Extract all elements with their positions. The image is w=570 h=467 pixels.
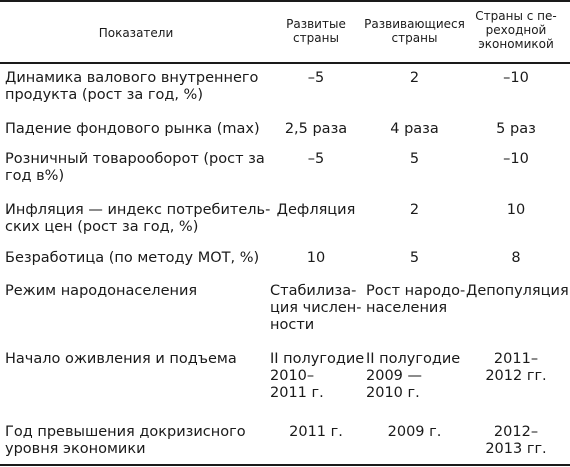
cell-value: 2	[409, 70, 420, 86]
cell-value: 2011 г.	[289, 424, 343, 440]
cell-transition	[466, 151, 566, 168]
cell-value: 2	[409, 202, 420, 218]
cell-value: 2009 г.	[387, 424, 442, 440]
cell-developing	[364, 424, 465, 441]
cell-value: –5	[307, 151, 325, 167]
header-rule	[0, 62, 570, 64]
cell-value: 4 раза	[390, 121, 439, 137]
cell-value: 2011–	[493, 351, 539, 367]
header-developed-line: Развитые	[286, 17, 346, 31]
cell-value: населения	[366, 300, 448, 316]
cell-transition	[466, 121, 566, 138]
cell-transition	[466, 70, 566, 87]
cell-value: Рост народо-	[366, 283, 466, 299]
cell-value: Стабилиза-	[270, 283, 357, 299]
cell-value: Депопуляция	[466, 283, 569, 299]
indicator-line: Розничный товарооборот (рост за	[5, 151, 265, 167]
cell-developing	[366, 351, 467, 402]
cell-value: –5	[307, 70, 325, 86]
cell-developing	[364, 250, 465, 267]
cell-value: 2010–	[270, 368, 315, 384]
header-developed	[268, 17, 364, 45]
indicator-line: Безработица (по методу МОТ, %)	[5, 250, 260, 266]
cell-transition	[466, 202, 566, 219]
cell-developing	[366, 283, 467, 317]
indicator-line: год в%)	[5, 168, 65, 184]
cell-value: 2011 г.	[270, 385, 324, 401]
cell-value: 5	[409, 151, 420, 167]
cell-developed	[270, 351, 366, 402]
table-row-indicator	[5, 202, 271, 236]
cell-developed	[268, 202, 364, 219]
cell-value: II полугодие	[270, 351, 365, 367]
cell-value: 2010 г.	[366, 385, 420, 401]
indicator-line: Падение фондового рынка (max)	[5, 121, 260, 137]
header-developed-line: страны	[293, 31, 339, 45]
cell-value: Дефляция	[276, 202, 356, 218]
cell-value: 5	[409, 250, 420, 266]
indicator-line: Начало оживления и подъема	[5, 351, 237, 367]
header-indicator-label: Показатели	[98, 26, 174, 40]
cell-developed	[268, 151, 364, 168]
table-top-rule	[0, 0, 570, 2]
cell-transition	[466, 283, 569, 300]
cell-developed	[268, 121, 364, 138]
cell-transition	[466, 424, 566, 458]
cell-developing	[364, 151, 465, 168]
table-row-indicator	[5, 250, 267, 267]
cell-developed	[268, 424, 364, 441]
cell-developing	[364, 202, 465, 219]
cell-value: ности	[270, 317, 315, 333]
cell-value: –10	[503, 151, 529, 167]
header-transition-line: реходной	[485, 23, 547, 37]
cell-value: II полугодие	[366, 351, 461, 367]
header-transition	[466, 9, 566, 51]
cell-developing	[364, 70, 465, 87]
header-indicator	[5, 26, 267, 40]
indicator-line: Режим народонаселения	[5, 283, 198, 299]
header-transition-line: экономикой	[478, 37, 554, 51]
cell-transition	[466, 351, 566, 385]
table-bottom-rule	[0, 464, 570, 466]
cell-value: 10	[506, 202, 526, 218]
cell-value: ция числен-	[270, 300, 362, 316]
table-row-indicator	[5, 424, 267, 458]
header-transition-line: Страны с пе-	[475, 9, 557, 23]
table-row-indicator	[5, 121, 267, 138]
header-developing-line: страны	[391, 31, 438, 45]
indicator-line: уровня экономики	[5, 441, 146, 457]
indicator-line: Динамика валового внутреннего	[5, 70, 259, 86]
cell-developed	[270, 283, 366, 334]
cell-developed	[268, 70, 364, 87]
cell-value: 5 раз	[496, 121, 536, 137]
header-developing	[364, 17, 465, 45]
cell-developed	[268, 250, 364, 267]
table-row-indicator	[5, 151, 267, 185]
cell-value: 2012 гг.	[485, 368, 547, 384]
cell-value: 10	[306, 250, 326, 266]
cell-value: 2,5 раза	[284, 121, 348, 137]
table-row-indicator	[5, 283, 267, 300]
cell-value: 2012–	[493, 424, 539, 440]
indicator-line: продукта (рост за год, %)	[5, 87, 203, 103]
header-developing-line: Развивающиеся	[364, 17, 465, 31]
table-row-indicator	[5, 70, 267, 104]
indicator-line: Год превышения докризисного	[5, 424, 246, 440]
cell-value: 2009 —	[366, 368, 423, 384]
table-row-indicator	[5, 351, 267, 368]
cell-value: 8	[511, 250, 521, 266]
indicator-line: Инфляция — индекс потребитель-	[5, 202, 271, 218]
cell-value: 2013 гг.	[485, 441, 547, 457]
indicator-line: ских цен (рост за год, %)	[5, 219, 199, 235]
cell-transition	[466, 250, 566, 267]
cell-developing	[364, 121, 465, 138]
cell-value: –10	[503, 70, 529, 86]
